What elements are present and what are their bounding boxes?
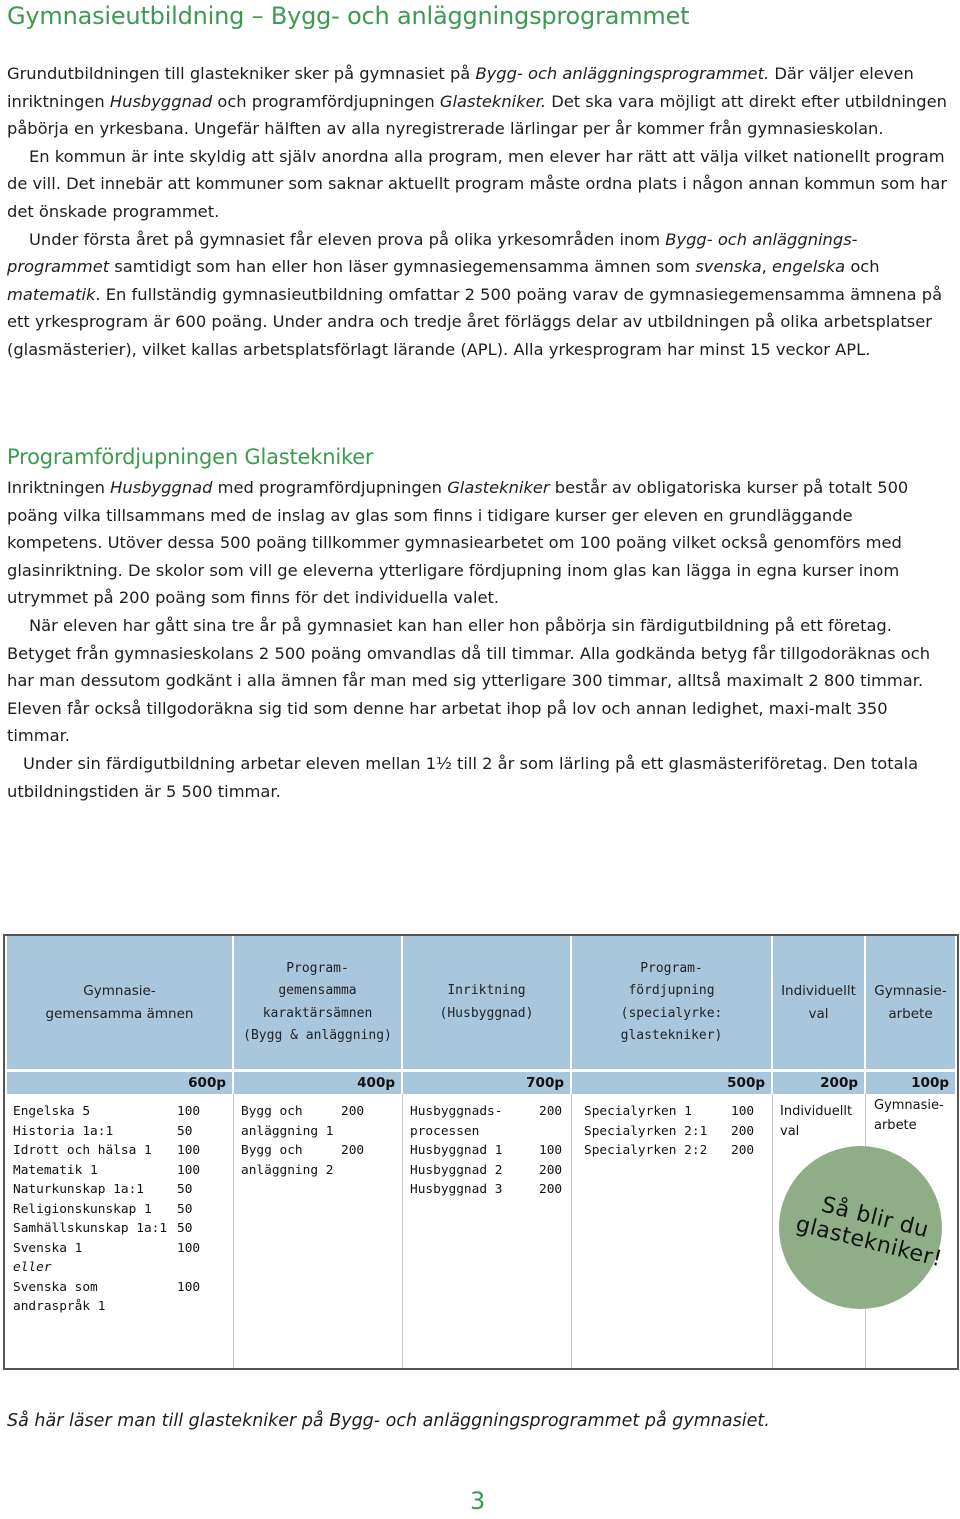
course-name: Engelska 5 (13, 1104, 91, 1119)
table-row (13, 1219, 227, 1239)
text-run: Grundutbildningen till glastekniker sker på gymnasiet på (7, 64, 476, 83)
table-row (780, 1122, 860, 1142)
table-row (13, 1200, 227, 1220)
table-row (13, 1239, 227, 1259)
course-name: anläggning 1 (241, 1123, 334, 1139)
text-run: och programfördjupningen (212, 91, 440, 111)
table-row (13, 1297, 227, 1317)
header-gymnasiegemensamma: Gymnasie- gemensamma ämnen (7, 936, 232, 1069)
text-run: Under sin färdigutbildning arbetar eleven mellan 1½ till 2 år som lärling på ett glasmästeriföretag. Den totala utbildningstiden är 5 500 timmar. (7, 753, 919, 801)
text-run: Inriktningen (7, 478, 111, 497)
course-points: 100 (177, 1104, 201, 1119)
section-heading: Programfördjupningen Glastekniker (7, 445, 374, 469)
text-run: Där väljer eleven inriktningen (7, 64, 914, 111)
table-row (584, 1102, 766, 1122)
course-name: processen (410, 1123, 480, 1139)
header-individuellt-val: Individuellt val (773, 936, 864, 1069)
page-title: Gymnasieutbildning – Bygg- och anläggningsprogrammet (7, 2, 690, 30)
text-run: . En fullständig gymnasieutbildning omfattar 2 500 poäng varav de gymnasiegemensamma ämnena på ett yrkesprogram är 600 poäng. Under andra och tredje året förläggs delar av utbildningen på olika arbetsplatser (glasmästerier), vilket kallas arbetsplatsförlagt lärande (APL). Alla yrkesprogram har minst 15 veckor APL. (7, 284, 943, 359)
course-name: Specialyrken 2:1 (584, 1123, 708, 1139)
text-run: och (845, 257, 880, 277)
courses-gymnasiearbete (874, 1096, 954, 1135)
course-points: 100 (177, 1240, 201, 1256)
course-name: Idrott och hälsa 1 (13, 1143, 152, 1158)
column-divider (402, 1094, 403, 1368)
points-200: 200p (773, 1072, 864, 1094)
course-points: 200 (731, 1123, 755, 1139)
course-points: 200 (539, 1104, 563, 1119)
italic-text: engelska (772, 257, 846, 277)
course-name: Gymnasie- (874, 1098, 944, 1113)
glastekniker-paragraph-1 (7, 474, 952, 612)
text-run: Under första året på gymnasiet får eleven prova på olika yrkesområden inom (29, 229, 666, 249)
text-run: med programfördjupningen (212, 478, 448, 497)
text-run: samtidigt som han eller hon läser gymnasiegemensamma ämnen som (109, 257, 696, 277)
italic-text: Husbyggnad (109, 91, 213, 111)
courses-programgemensamma (241, 1102, 395, 1180)
courses-individuellt-val (780, 1102, 860, 1141)
points-600: 600p (7, 1072, 232, 1094)
header-programfordjupning: Program- fördjupning (specialyrke: glastekniker) (572, 936, 771, 1069)
course-name: Svenska 1 (13, 1240, 83, 1256)
text-run: När eleven har gått sina tre år på gymnasiet kan han eller hon påbörja sin färdigutbildning på ett företag. Betyget från gymnasieskolans 2 500 poäng omvandlas då till timmar. Alla godkända betyg får tillgodoräknas och har man dessutom godkänt i alla ämnen får man med sig ytterligare 300 timmar, alltså maximalt 2 800 timmar. Eleven får också tillgodoräkna sig tid som denne har arbetat ihop på lov och annan ledighet, maxi-malt 350 timmar. (7, 615, 931, 746)
table-row (410, 1161, 564, 1181)
table-row (13, 1161, 227, 1181)
header-inriktning: Inriktning (Husbyggnad) (403, 936, 570, 1069)
page-number: 3 (470, 1487, 486, 1515)
course-points: 200 (341, 1104, 365, 1119)
table-row (241, 1141, 395, 1161)
course-name: Samhällskunskap 1a:1 (13, 1221, 168, 1236)
course-name: Religionskunskap 1 (13, 1201, 152, 1217)
glastekniker-section (7, 474, 952, 805)
points-100: 100p (866, 1072, 955, 1094)
header-gymnasiearbete: Gymnasie- arbete (866, 936, 955, 1069)
table-row (410, 1122, 564, 1142)
table-row (410, 1102, 564, 1122)
italic-text: Glastekniker (447, 478, 550, 497)
course-name: Naturkunskap 1a:1 (13, 1182, 144, 1197)
italic-text: Bygg- och anläggningsprogrammet. (475, 64, 770, 83)
intro-paragraph-3 (7, 226, 952, 364)
table-row (13, 1258, 227, 1278)
table-row (780, 1102, 860, 1122)
course-name: arbete (874, 1117, 917, 1133)
column-divider (772, 1094, 773, 1368)
table-row (241, 1102, 395, 1122)
text-run: , (761, 257, 773, 277)
course-points: 100 (177, 1143, 201, 1158)
points-400: 400p (234, 1072, 401, 1094)
table-row (874, 1096, 954, 1116)
table-header-row (5, 936, 957, 1069)
course-name: Husbyggnad 2 (410, 1162, 503, 1178)
course-name: Specialyrken 1 (584, 1104, 692, 1119)
intro-paragraph-2 (7, 143, 952, 226)
course-name: Husbyggnad 1 (410, 1143, 503, 1158)
course-points: 50 (177, 1123, 193, 1139)
course-points: 50 (177, 1221, 193, 1236)
course-name: Historia 1a:1 (13, 1123, 114, 1139)
course-name: Bygg och (241, 1143, 303, 1158)
course-name: Specialyrken 2:2 (584, 1143, 708, 1158)
table-row (584, 1122, 766, 1142)
glastekniker-paragraph-3 (7, 750, 952, 805)
italic-text: matematik (7, 284, 96, 304)
text-run: Det ska vara möjligt att direkt efter utbildningen påbörja en yrkesbana. Ungefär hälften av alla nyregistrerade lärlingar per år kommer från gymnasieskolan. (7, 91, 947, 139)
course-name: anläggning 2 (241, 1162, 334, 1178)
table-row (410, 1141, 564, 1161)
table-row (874, 1116, 954, 1136)
table-row (584, 1141, 766, 1161)
course-points: 100 (539, 1143, 563, 1158)
course-points: 200 (731, 1143, 755, 1158)
intro-section (7, 60, 952, 364)
course-name: eller (13, 1260, 52, 1275)
points-row (5, 1072, 957, 1094)
course-points: 100 (731, 1104, 755, 1119)
table-row (241, 1161, 395, 1181)
course-points: 100 (177, 1279, 201, 1295)
course-points: 50 (177, 1182, 193, 1197)
table-row (13, 1278, 227, 1298)
course-points: 200 (539, 1182, 563, 1197)
course-name: val (780, 1123, 800, 1139)
figure-caption: Så här läser man till glastekniker på Bygg- och anläggningsprogrammet på gymnasiet. (7, 1411, 770, 1431)
course-points: 100 (177, 1162, 201, 1178)
italic-text: Husbyggnad (110, 478, 213, 497)
course-points: 200 (341, 1143, 365, 1158)
italic-text: Glastekniker. (439, 91, 547, 111)
course-name: Bygg och (241, 1104, 303, 1119)
course-name: Matematik 1 (13, 1162, 98, 1178)
table-row (13, 1141, 227, 1161)
points-500: 500p (572, 1072, 771, 1094)
text-run: En kommun är inte skyldig att själv anordna alla program, men elever har rätt att välja vilket nationellt program de vill. Det innebär att kommuner som saknar aktuellt program måste ordna plats i någon annan kommun som har det önskade programmet. (7, 146, 948, 221)
course-points: 200 (539, 1162, 563, 1178)
italic-text: svenska (695, 257, 762, 277)
intro-paragraph-1 (7, 60, 952, 143)
course-points: 50 (177, 1201, 193, 1217)
header-programgemensamma: Program- gemensamma karaktärsämnen (Bygg & anläggning) (234, 936, 401, 1069)
program-table (3, 934, 959, 1370)
table-row (13, 1102, 227, 1122)
glastekniker-paragraph-2 (7, 612, 952, 750)
points-700: 700p (403, 1072, 570, 1094)
table-row (410, 1180, 564, 1200)
text-run: består av obligatoriska kurser på totalt 500 poäng vilka tillsammans med de inslag av glas som finns i tidigare kurser ger eleven en grundläggande kompetens. Utöver dessa 500 poäng tillkommer gymnasiearbetet om 100 poäng vilket också genomförs med glasinriktning. De skolor som vill ge eleverna ytterligare fördjupning inom glas kan lägga in egna kurser inom utrymmet på 200 poäng som finns för det individuella valet. (7, 478, 909, 608)
column-divider (571, 1094, 572, 1368)
badge-text: Så blir du glastekniker! (793, 1192, 945, 1273)
courses-inriktning (410, 1102, 564, 1200)
courses-gymnasiegemensamma (13, 1102, 227, 1317)
courses-programfordjupning (584, 1102, 766, 1161)
italic-text: Bygg- och anläggnings-programmet (7, 229, 858, 277)
course-name: Husbyggnads- (410, 1104, 503, 1119)
column-divider (233, 1094, 234, 1368)
course-name: Husbyggnad 3 (410, 1182, 503, 1197)
course-name: Svenska som (13, 1279, 98, 1295)
course-name: Individuellt (780, 1104, 853, 1119)
table-row (13, 1122, 227, 1142)
table-row (241, 1122, 395, 1142)
table-row (13, 1180, 227, 1200)
course-name: andraspråk 1 (13, 1299, 106, 1314)
